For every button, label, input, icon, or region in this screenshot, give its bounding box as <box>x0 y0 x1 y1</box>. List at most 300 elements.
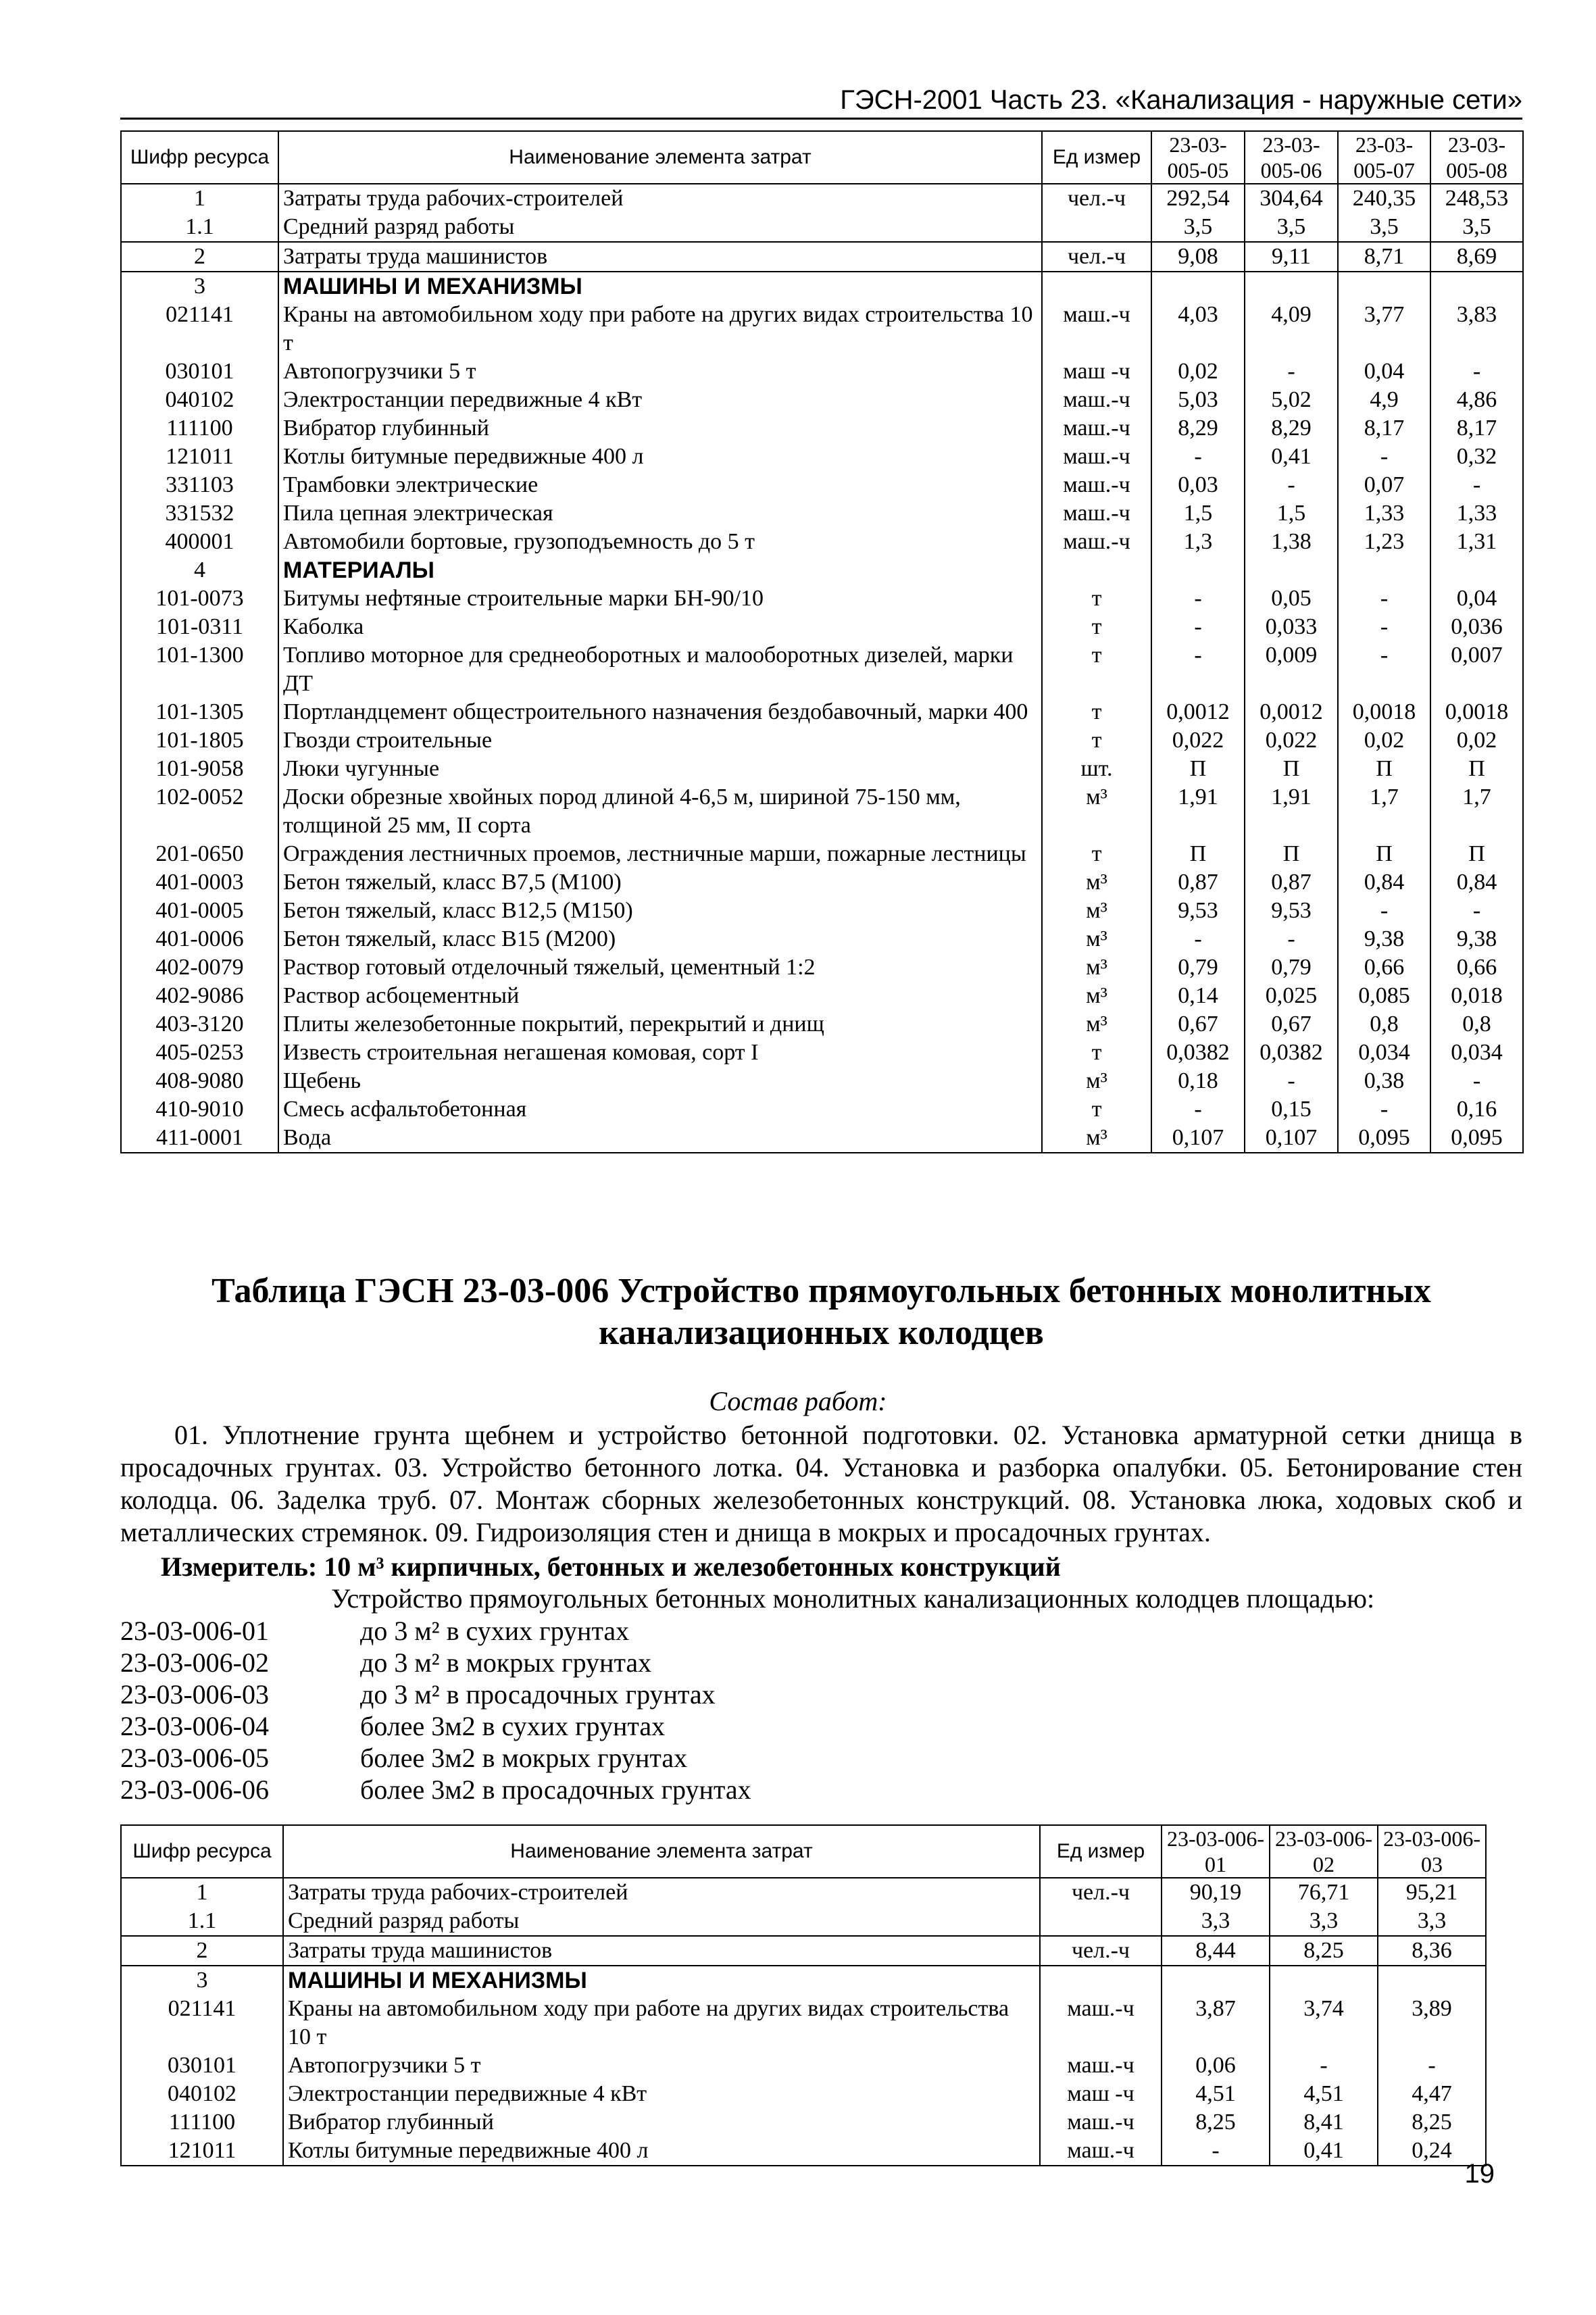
column-header: Шифр ресурса <box>121 131 278 184</box>
item-row <box>120 1615 751 1647</box>
resource-code: 111100 <box>121 414 278 443</box>
resource-name: Вода <box>278 1124 1042 1153</box>
resource-name: МАТЕРИАЛЫ <box>278 556 1042 584</box>
norm-value: 9,38 <box>1430 925 1523 953</box>
resource-name: Электростанции передвижные 4 кВт <box>283 2080 1040 2108</box>
norm-value: 292,54 <box>1151 184 1245 213</box>
norm-value: 0,84 <box>1338 868 1430 897</box>
unit: м³ <box>1042 868 1151 897</box>
norm-value: 0,085 <box>1338 982 1430 1010</box>
norm-value <box>1338 272 1430 301</box>
resource-name: Пила цепная электрическая <box>278 499 1042 528</box>
table-row <box>121 471 1523 499</box>
unit: т <box>1042 840 1151 868</box>
norm-value: 0,67 <box>1245 1010 1338 1039</box>
resource-name: Средний разряд работы <box>278 213 1042 242</box>
norm-value: 0,07 <box>1338 471 1430 499</box>
norm-value: П <box>1245 840 1338 868</box>
unit <box>1040 1907 1162 1936</box>
norm-value: 0,66 <box>1430 953 1523 982</box>
resource-code: 102-0052 <box>121 783 278 840</box>
norm-value: 9,53 <box>1151 897 1245 925</box>
norm-value: 3,5 <box>1338 213 1430 242</box>
norm-value: - <box>1245 471 1338 499</box>
table-row <box>121 213 1523 242</box>
norm-value: 3,5 <box>1151 213 1245 242</box>
norm-value: 5,02 <box>1245 386 1338 414</box>
item-text: до 3 м² в мокрых грунтах <box>360 1647 652 1678</box>
resource-name: Электростанции передвижные 4 кВт <box>278 386 1042 414</box>
unit: м³ <box>1042 783 1151 840</box>
column-header: 23-03-006-02 <box>1270 1825 1378 1878</box>
page-number: 19 <box>1464 2159 1495 2189</box>
unit: т <box>1042 584 1151 613</box>
norm-value: - <box>1151 613 1245 641</box>
resource-code: 331532 <box>121 499 278 528</box>
norm-value: 3,3 <box>1162 1907 1270 1936</box>
norm-value: 0,022 <box>1245 726 1338 755</box>
table-row <box>121 1966 1486 1995</box>
resource-code: 1.1 <box>121 213 278 242</box>
resource-code: 101-9058 <box>121 755 278 783</box>
norm-value: 4,51 <box>1270 2080 1378 2108</box>
column-header: Ед измер <box>1040 1825 1162 1878</box>
table-row <box>121 868 1523 897</box>
column-header: Шифр ресурса <box>121 1825 283 1878</box>
norm-value: 1,33 <box>1430 499 1523 528</box>
resource-code: 411-0001 <box>121 1124 278 1153</box>
table-row <box>121 1995 1486 2051</box>
norm-value: - <box>1245 1067 1338 1095</box>
norm-value: 4,86 <box>1430 386 1523 414</box>
resource-code: 040102 <box>121 386 278 414</box>
norm-value: П <box>1430 840 1523 868</box>
resource-name: Люки чугунные <box>278 755 1042 783</box>
norm-value: 0,107 <box>1151 1124 1245 1153</box>
table-row <box>121 698 1523 726</box>
norm-value: 0,02 <box>1338 726 1430 755</box>
table-row <box>121 2137 1486 2166</box>
norm-value: - <box>1151 1095 1245 1124</box>
norm-value: 1,91 <box>1151 783 1245 840</box>
resource-code: 121011 <box>121 2137 283 2166</box>
resource-name: МАШИНЫ И МЕХАНИЗМЫ <box>278 272 1042 301</box>
norm-value: 3,89 <box>1378 1995 1486 2051</box>
norm-value: - <box>1338 1095 1430 1124</box>
norm-value: 4,09 <box>1245 301 1338 357</box>
table-row <box>121 953 1523 982</box>
resource-code: 4 <box>121 556 278 584</box>
unit: маш.-ч <box>1042 499 1151 528</box>
norm-value: П <box>1245 755 1338 783</box>
table-row <box>121 1878 1486 1907</box>
table-row <box>121 2108 1486 2137</box>
table-row <box>121 755 1523 783</box>
norm-value: 0,32 <box>1430 443 1523 471</box>
resource-name: Раствор готовый отделочный тяжелый, цементный 1:2 <box>278 953 1042 982</box>
table-row <box>121 184 1523 213</box>
item-text: более 3м2 в просадочных грунтах <box>360 1774 751 1805</box>
table-row <box>121 1907 1486 1936</box>
norm-value <box>1430 556 1523 584</box>
norm-value: 8,25 <box>1270 1936 1378 1966</box>
norm-value: - <box>1430 471 1523 499</box>
norm-value: 0,095 <box>1338 1124 1430 1153</box>
table-row <box>121 613 1523 641</box>
item-code: 23-03-006-03 <box>120 1679 269 1710</box>
unit: т <box>1042 641 1151 698</box>
norm-value: П <box>1151 840 1245 868</box>
norm-value: 1,3 <box>1151 528 1245 556</box>
norm-value: - <box>1151 584 1245 613</box>
resource-name: Щебень <box>278 1067 1042 1095</box>
norm-value: 0,0018 <box>1430 698 1523 726</box>
resource-name: Трамбовки электрические <box>278 471 1042 499</box>
resource-code: 2 <box>121 1936 283 1966</box>
norm-value: 1,33 <box>1338 499 1430 528</box>
resource-code: 408-9080 <box>121 1067 278 1095</box>
unit: м³ <box>1042 1067 1151 1095</box>
resource-code: 401-0005 <box>121 897 278 925</box>
norm-value: 0,24 <box>1378 2137 1486 2166</box>
norm-value: 0,022 <box>1151 726 1245 755</box>
unit: чел.-ч <box>1042 242 1151 272</box>
norm-value: - <box>1151 443 1245 471</box>
resource-name: Топливо моторное для среднеоборотных и малооборотных дизелей, марки ДТ <box>278 641 1042 698</box>
resource-name: Плиты железобетонные покрытий, перекрытий и днищ <box>278 1010 1042 1039</box>
resource-name: МАШИНЫ И МЕХАНИЗМЫ <box>283 1966 1040 1995</box>
table-row <box>121 528 1523 556</box>
table-row <box>121 897 1523 925</box>
item-text: более 3м2 в мокрых грунтах <box>360 1743 688 1773</box>
unit: м³ <box>1042 982 1151 1010</box>
table-header-row <box>121 1825 1486 1878</box>
norm-value: 1,5 <box>1151 499 1245 528</box>
unit: м³ <box>1042 953 1151 982</box>
norm-value: 0,79 <box>1151 953 1245 982</box>
norm-value: 0,79 <box>1245 953 1338 982</box>
norm-value: - <box>1338 897 1430 925</box>
norm-value <box>1245 272 1338 301</box>
resource-code: 101-0073 <box>121 584 278 613</box>
item-code: 23-03-006-05 <box>120 1743 269 1773</box>
resource-code: 101-1805 <box>121 726 278 755</box>
norm-value: 0,8 <box>1430 1010 1523 1039</box>
unit: маш -ч <box>1040 2080 1162 2108</box>
unit: шт. <box>1042 755 1151 783</box>
norm-value: 3,3 <box>1270 1907 1378 1936</box>
resource-code: 3 <box>121 272 278 301</box>
resource-table-005 <box>120 130 1524 1153</box>
unit: маш.-ч <box>1042 386 1151 414</box>
resource-name: Средний разряд работы <box>283 1907 1040 1936</box>
table-row <box>121 443 1523 471</box>
norm-value: 76,71 <box>1270 1878 1378 1907</box>
unit: маш -ч <box>1042 357 1151 386</box>
item-text: более 3м2 в сухих грунтах <box>360 1711 666 1741</box>
resource-code: 121011 <box>121 443 278 471</box>
norm-value: 5,03 <box>1151 386 1245 414</box>
norm-value: 0,033 <box>1245 613 1338 641</box>
table-row <box>121 386 1523 414</box>
item-code: 23-03-006-02 <box>120 1647 269 1678</box>
norm-value: 0,04 <box>1430 584 1523 613</box>
norm-value: 0,018 <box>1430 982 1523 1010</box>
item-row <box>120 1774 751 1806</box>
norm-value: 9,53 <box>1245 897 1338 925</box>
measure-value: 10 м³ кирпичных, бетонных и железобетонных конструкций <box>324 1551 1061 1582</box>
resource-name: Бетон тяжелый, класс В7,5 (М100) <box>278 868 1042 897</box>
norm-value: 0,15 <box>1245 1095 1338 1124</box>
norm-value: - <box>1151 925 1245 953</box>
resource-name: Доски обрезные хвойных пород длиной 4-6,5 м, шириной 75-150 мм, толщиной 25 мм, II сорта <box>278 783 1042 840</box>
table-row <box>121 301 1523 357</box>
norm-value: - <box>1430 1067 1523 1095</box>
norm-value: - <box>1245 357 1338 386</box>
resource-code: 2 <box>121 242 278 272</box>
norm-value: - <box>1378 2051 1486 2080</box>
unit: м³ <box>1042 1124 1151 1153</box>
norm-value: - <box>1430 357 1523 386</box>
norm-value: 0,009 <box>1245 641 1338 698</box>
norm-value: 0,0382 <box>1245 1039 1338 1067</box>
norm-value: 4,51 <box>1162 2080 1270 2108</box>
norm-value: П <box>1430 755 1523 783</box>
norm-value: 90,19 <box>1162 1878 1270 1907</box>
norm-value: 0,034 <box>1430 1039 1523 1067</box>
table-row <box>121 556 1523 584</box>
table-row <box>121 2051 1486 2080</box>
norm-value <box>1378 1966 1486 1995</box>
column-header: 23-03-005-08 <box>1430 131 1523 184</box>
resource-name: Затраты труда машинистов <box>278 242 1042 272</box>
resource-name: Котлы битумные передвижные 400 л <box>283 2137 1040 2166</box>
resource-code: 400001 <box>121 528 278 556</box>
norm-value: 8,29 <box>1245 414 1338 443</box>
resource-code: 1 <box>121 1878 283 1907</box>
resource-table-006 <box>120 1824 1487 2166</box>
resource-name: Раствор асбоцементный <box>278 982 1042 1010</box>
norm-value: 240,35 <box>1338 184 1430 213</box>
unit: чел.-ч <box>1042 184 1151 213</box>
column-header: Ед измер <box>1042 131 1151 184</box>
resource-name: Вибратор глубинный <box>283 2108 1040 2137</box>
norm-value: 8,71 <box>1338 242 1430 272</box>
norm-value <box>1162 1966 1270 1995</box>
resource-code: 402-9086 <box>121 982 278 1010</box>
item-code: 23-03-006-06 <box>120 1774 269 1805</box>
resource-name: Битумы нефтяные строительные марки БН-90/10 <box>278 584 1042 613</box>
norm-value: 95,21 <box>1378 1878 1486 1907</box>
measure-label: Измеритель: <box>161 1551 318 1582</box>
resource-name: Вибратор глубинный <box>278 414 1042 443</box>
norm-value: 0,04 <box>1338 357 1430 386</box>
unit <box>1040 1966 1162 1995</box>
header-title: ГЭСН-2001 Часть 23. «Канализация - наружные сети» <box>840 85 1522 115</box>
norm-value: - <box>1338 443 1430 471</box>
norm-value: 0,007 <box>1430 641 1523 698</box>
unit <box>1042 556 1151 584</box>
resource-code: 201-0650 <box>121 840 278 868</box>
norm-value: 8,17 <box>1430 414 1523 443</box>
norm-value: 8,25 <box>1378 2108 1486 2137</box>
norm-value: П <box>1338 755 1430 783</box>
column-header: Наименование элемента затрат <box>278 131 1042 184</box>
resource-code: 401-0006 <box>121 925 278 953</box>
table-row <box>121 2080 1486 2108</box>
norm-value: 0,036 <box>1430 613 1523 641</box>
table-row <box>121 925 1523 953</box>
norm-value: - <box>1338 584 1430 613</box>
norm-value: - <box>1338 641 1430 698</box>
norm-value <box>1245 556 1338 584</box>
norm-value: 8,25 <box>1162 2108 1270 2137</box>
unit: маш.-ч <box>1042 471 1151 499</box>
norm-value: 0,38 <box>1338 1067 1430 1095</box>
norm-value: 0,0018 <box>1338 698 1430 726</box>
resource-name: Смесь асфальтобетонная <box>278 1095 1042 1124</box>
resource-code: 021141 <box>121 1995 283 2051</box>
resource-code: 403-3120 <box>121 1010 278 1039</box>
table-row <box>121 783 1523 840</box>
column-header: 23-03-005-07 <box>1338 131 1430 184</box>
norm-value: П <box>1151 755 1245 783</box>
table-row <box>121 1039 1523 1067</box>
norm-value: 3,83 <box>1430 301 1523 357</box>
unit: маш.-ч <box>1042 414 1151 443</box>
norm-value: - <box>1338 613 1430 641</box>
norm-value: - <box>1430 897 1523 925</box>
norm-value: - <box>1162 2137 1270 2166</box>
table-row <box>121 499 1523 528</box>
resource-code: 3 <box>121 1966 283 1995</box>
unit: т <box>1042 698 1151 726</box>
norm-value: 0,0382 <box>1151 1039 1245 1067</box>
norm-value: 8,41 <box>1270 2108 1378 2137</box>
resource-name: Автопогрузчики 5 т <box>278 357 1042 386</box>
norm-value: 1,91 <box>1245 783 1338 840</box>
resource-code: 101-0311 <box>121 613 278 641</box>
table-row <box>121 584 1523 613</box>
resource-name: Каболка <box>278 613 1042 641</box>
resource-name: Затраты труда рабочих-строителей <box>283 1878 1040 1907</box>
norm-value: 0,41 <box>1270 2137 1378 2166</box>
resource-name: Гвозди строительные <box>278 726 1042 755</box>
unit: чел.-ч <box>1040 1936 1162 1966</box>
unit <box>1042 213 1151 242</box>
resource-name: Затраты труда рабочих-строителей <box>278 184 1042 213</box>
unit: т <box>1042 613 1151 641</box>
unit: м³ <box>1042 897 1151 925</box>
unit: чел.-ч <box>1040 1878 1162 1907</box>
norm-value: 3,74 <box>1270 1995 1378 2051</box>
norm-value: 0,06 <box>1162 2051 1270 2080</box>
column-header: 23-03-006-03 <box>1378 1825 1486 1878</box>
table-row <box>121 982 1523 1010</box>
norm-value: 8,29 <box>1151 414 1245 443</box>
norm-value: 1,5 <box>1245 499 1338 528</box>
resource-name: Портландцемент общестроительного назначения бездобавочный, марки 400 <box>278 698 1042 726</box>
norm-value: 4,03 <box>1151 301 1245 357</box>
norm-value: 4,47 <box>1378 2080 1486 2108</box>
resource-name: Бетон тяжелый, класс В15 (М200) <box>278 925 1042 953</box>
table-row <box>121 840 1523 868</box>
norm-value: 8,36 <box>1378 1936 1486 1966</box>
norm-value: 0,095 <box>1430 1124 1523 1153</box>
resource-code: 331103 <box>121 471 278 499</box>
resource-code: 021141 <box>121 301 278 357</box>
item-row <box>120 1742 751 1774</box>
norm-value <box>1151 272 1245 301</box>
resource-code: 410-9010 <box>121 1095 278 1124</box>
page-header <box>120 80 1522 120</box>
norm-value: 0,16 <box>1430 1095 1523 1124</box>
norm-value: 0,87 <box>1151 868 1245 897</box>
column-header: 23-03-005-06 <box>1245 131 1338 184</box>
norm-value: П <box>1338 840 1430 868</box>
norm-value: 1,38 <box>1245 528 1338 556</box>
norm-value: 3,3 <box>1378 1907 1486 1936</box>
table-row <box>121 1124 1523 1153</box>
resource-code: 030101 <box>121 2051 283 2080</box>
unit: маш.-ч <box>1040 2051 1162 2080</box>
norm-value <box>1338 556 1430 584</box>
table-row <box>121 357 1523 386</box>
unit: м³ <box>1042 925 1151 953</box>
norm-value: - <box>1151 641 1245 698</box>
resource-code: 1.1 <box>121 1907 283 1936</box>
norm-value: 0,14 <box>1151 982 1245 1010</box>
unit: маш.-ч <box>1040 1995 1162 2051</box>
table-row <box>121 641 1523 698</box>
resource-code: 1 <box>121 184 278 213</box>
norm-value: 1,23 <box>1338 528 1430 556</box>
unit: маш.-ч <box>1042 443 1151 471</box>
unit <box>1042 272 1151 301</box>
resource-code: 040102 <box>121 2080 283 2108</box>
norm-value: 1,31 <box>1430 528 1523 556</box>
norm-value: 0,84 <box>1430 868 1523 897</box>
unit: м³ <box>1042 1010 1151 1039</box>
norm-value: 9,11 <box>1245 242 1338 272</box>
norm-value: 304,64 <box>1245 184 1338 213</box>
norm-value: 1,7 <box>1338 783 1430 840</box>
norm-value: 0,41 <box>1245 443 1338 471</box>
norm-value: 0,0012 <box>1245 698 1338 726</box>
norm-value: 0,034 <box>1338 1039 1430 1067</box>
item-text: до 3 м² в просадочных грунтах <box>360 1679 716 1710</box>
item-row <box>120 1647 751 1678</box>
item-code: 23-03-006-01 <box>120 1616 269 1646</box>
item-text: до 3 м² в сухих грунтах <box>360 1616 630 1646</box>
norm-value <box>1151 556 1245 584</box>
resource-name: Затраты труда машинистов <box>283 1936 1040 1966</box>
norm-value: 3,5 <box>1245 213 1338 242</box>
norm-value: 0,8 <box>1338 1010 1430 1039</box>
resource-code: 405-0253 <box>121 1039 278 1067</box>
norm-value: 0,02 <box>1151 357 1245 386</box>
norm-value: 0,87 <box>1245 868 1338 897</box>
norm-value: 248,53 <box>1430 184 1523 213</box>
table-row <box>121 1010 1523 1039</box>
resource-code: 101-1300 <box>121 641 278 698</box>
norm-value: 0,05 <box>1245 584 1338 613</box>
norm-value: 0,03 <box>1151 471 1245 499</box>
unit: т <box>1042 726 1151 755</box>
resource-name: Ограждения лестничных проемов, лестничные марши, пожарные лестницы <box>278 840 1042 868</box>
norm-value: 3,5 <box>1430 213 1523 242</box>
norm-value: 1,7 <box>1430 783 1523 840</box>
